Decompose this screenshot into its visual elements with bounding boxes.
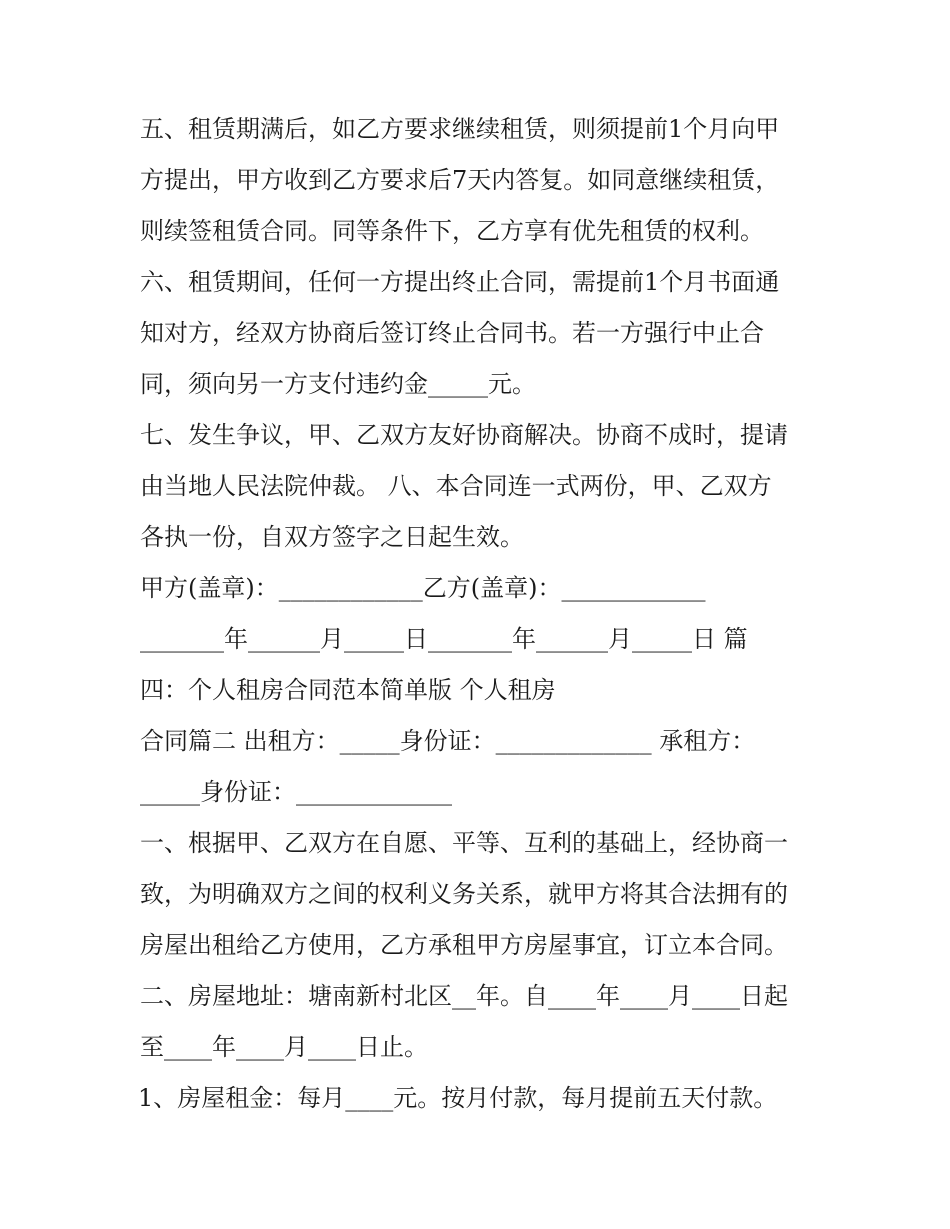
signature-line: 甲方(盖章)：____________乙方(盖章)：____________ [140, 574, 706, 602]
text-line: 二、房屋地址：塘南新村北区__年。自____年____月____日起 [140, 982, 788, 1010]
text-line: 各执一份，自双方签字之日起生效。 [140, 523, 524, 551]
text-line: 同，须向另一方支付违约金_____元。 [140, 370, 536, 398]
text-line: 六、租赁期间，任何一方提出终止合同，需提前1个月书面通 [140, 268, 780, 296]
text-line: 一、根据甲、乙双方在自愿、平等、互利的基础上，经协商一 [140, 829, 788, 857]
text-line: 房屋出租给乙方使用，乙方承租甲方房屋事宜，订立本合同。 [140, 931, 788, 959]
text-line: 1、房屋租金：每月____元。按月付款，每月提前五天付款。 [138, 1084, 778, 1112]
text-line: 至____年____月____日止。 [140, 1033, 428, 1061]
text-line: 则续签租赁合同。同等条件下，乙方享有优先租赁的权利。 [140, 217, 764, 245]
section-heading: 四：个人租房合同范本简单版 个人租房 [140, 676, 556, 704]
text-line: 致，为明确双方之间的权利义务关系，就甲方将其合法拥有的 [140, 880, 788, 908]
text-line: 合同篇二 出租方：_____身份证：_____________ 承租方： [140, 727, 756, 755]
date-line: _______年______月_____日_______年______月_____日 篇 [140, 625, 748, 653]
text-line: _____身份证：_____________ [140, 778, 452, 806]
text-line: 由当地人民法院仲裁。 八、本合同连一式两份，甲、乙双方 [140, 472, 772, 500]
text-line: 知对方，经双方协商后签订终止合同书。若一方强行中止合 [140, 319, 764, 347]
text-line: 五、租赁期满后，如乙方要求继续租赁，则须提前1个月向甲 [140, 115, 780, 143]
text-line: 七、发生争议，甲、乙双方友好协商解决。协商不成时，提请 [140, 421, 788, 449]
text-line: 方提出，甲方收到乙方要求后7天内答复。如同意继续租赁， [140, 166, 780, 194]
